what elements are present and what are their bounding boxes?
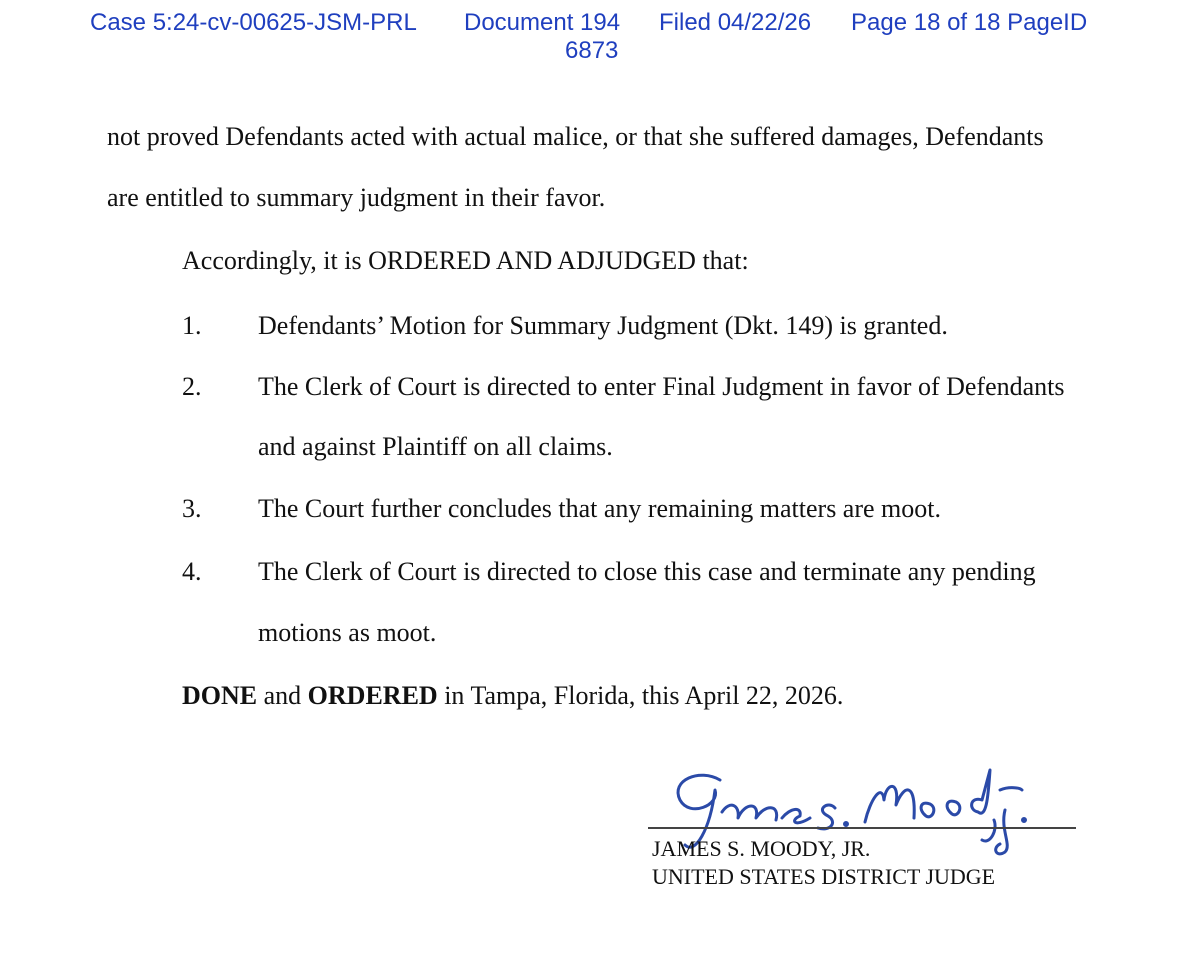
item-text: Defendants’ Motion for Summary Judgment (Dkt. 149) is granted. bbox=[258, 311, 948, 340]
item-number: 2. bbox=[182, 372, 202, 401]
done-location-date: in Tampa, Florida, this April 22, 2026. bbox=[437, 681, 844, 710]
item-number: 4. bbox=[182, 557, 202, 586]
done-label: DONE bbox=[182, 681, 258, 710]
ordered-label: ORDERED bbox=[307, 681, 438, 710]
done-and: and bbox=[257, 681, 308, 710]
item-number: 1. bbox=[182, 311, 202, 340]
paragraph-line: are entitled to summary judgment in their favor. bbox=[107, 183, 606, 212]
signature-line bbox=[648, 827, 1076, 829]
done-ordered-line bbox=[182, 681, 843, 711]
item-text: and against Plaintiff on all claims. bbox=[258, 432, 613, 461]
case-number: Case 5:24-cv-00625-JSM-PRL bbox=[90, 9, 417, 36]
ordered-intro: Accordingly, it is ORDERED AND ADJUDGED that: bbox=[182, 246, 749, 275]
item-text: motions as moot. bbox=[258, 618, 437, 647]
item-text: The Court further concludes that any remaining matters are moot. bbox=[258, 494, 941, 523]
item-text: The Clerk of Court is directed to enter Final Judgment in favor of Defendants bbox=[258, 372, 1065, 401]
paragraph-line: not proved Defendants acted with actual malice, or that she suffered damages, Defendants bbox=[107, 122, 1044, 151]
pageid-number: 6873 bbox=[565, 37, 619, 64]
document-number: Document 194 bbox=[464, 9, 621, 36]
judge-name: JAMES S. MOODY, JR. bbox=[652, 836, 871, 861]
item-text: The Clerk of Court is directed to close this case and terminate any pending bbox=[258, 557, 1036, 586]
judge-title: UNITED STATES DISTRICT JUDGE bbox=[652, 864, 996, 889]
filed-date: Filed 04/22/26 bbox=[659, 9, 812, 36]
ecf-header bbox=[0, 10, 1200, 70]
item-number: 3. bbox=[182, 494, 202, 523]
page-count: Page 18 of 18 PageID bbox=[851, 9, 1088, 36]
